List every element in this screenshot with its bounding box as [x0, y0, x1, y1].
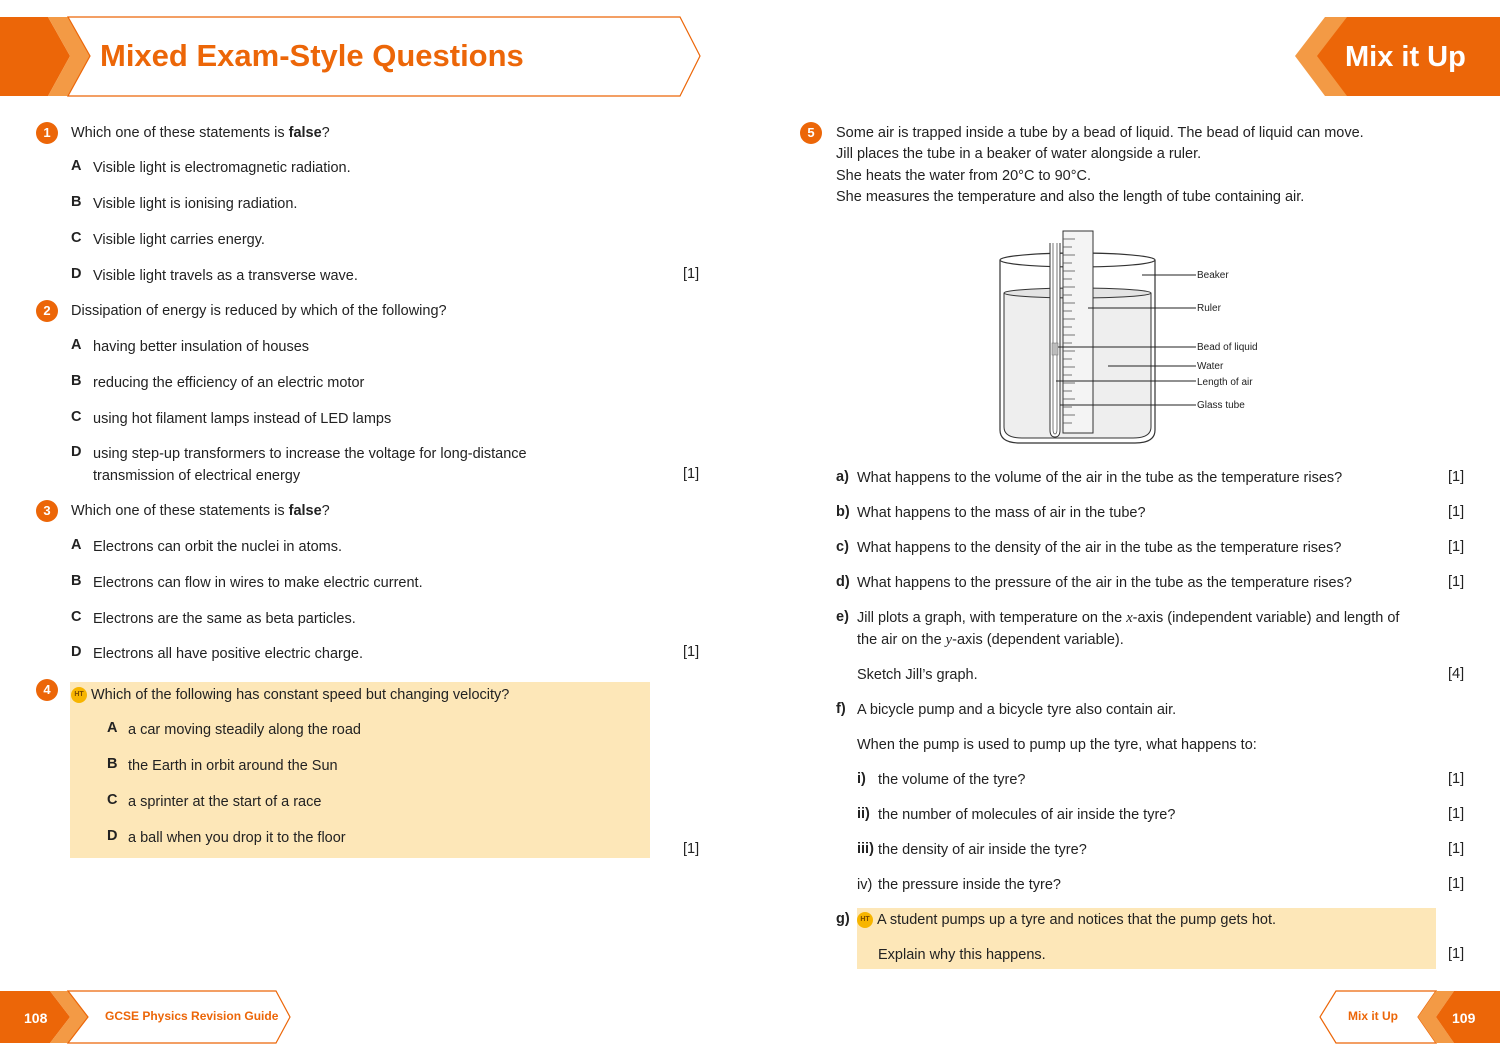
marks-label: [1] [683, 466, 700, 482]
option-text: Visible light is ionising radiation. [93, 196, 298, 212]
part-f-text: A bicycle pump and a bicycle tyre also contain air. [857, 702, 1177, 718]
option-letter: B [71, 373, 82, 389]
part-label: g) [836, 911, 850, 927]
glass-tube [1050, 243, 1060, 437]
diagram-label-beaker: Beaker [1197, 270, 1229, 281]
option-letter: A [107, 720, 118, 736]
marks-label: [1] [1448, 876, 1465, 892]
option-text: a car moving steadily along the road [128, 722, 361, 738]
option-letter: D [107, 828, 118, 844]
marks-label: [1] [1448, 806, 1465, 822]
part-e-line-2: the air on the y-axis (dependent variable). [857, 632, 1124, 648]
marks-label: [1] [1448, 771, 1465, 787]
diagram-label-length-of-air: Length of air [1197, 377, 1253, 388]
option-text: Electrons can flow in wires to make electric current. [93, 575, 423, 591]
marks-label: [4] [1448, 666, 1465, 682]
option-letter: A [71, 158, 82, 174]
option-letter: B [71, 194, 82, 210]
marks-label: [1] [1448, 841, 1465, 857]
footer-book-title: GCSE Physics Revision Guide [105, 1009, 279, 1023]
ruler [1063, 231, 1093, 433]
option-letter: D [71, 444, 82, 460]
marks-label: [1] [1448, 469, 1465, 485]
part-text: What happens to the mass of air in the tube? [857, 505, 1146, 521]
part-e-sketch: Sketch Jill’s graph. [857, 667, 978, 683]
part-label: c) [836, 539, 849, 555]
question-number-2: 2 [36, 300, 58, 322]
diagram-label-bead: Bead of liquid [1197, 342, 1258, 353]
option-letter: D [71, 266, 82, 282]
option-text: Electrons all have positive electric charge. [93, 646, 363, 662]
part-f-prompt: When the pump is used to pump up the tyre, what happens to: [857, 737, 1257, 753]
page-title: Mixed Exam-Style Questions [100, 38, 524, 73]
part-g-text: A student pumps up a tyre and notices that the pump gets hot. [877, 912, 1277, 928]
part-label: a) [836, 469, 849, 485]
subpart-text: the pressure inside the tyre? [878, 877, 1061, 893]
option-text: the Earth in orbit around the Sun [128, 758, 338, 774]
option-text: Visible light carries energy. [93, 232, 265, 248]
marks-label: [1] [1448, 574, 1465, 590]
option-letter: B [71, 573, 82, 589]
option-text: a sprinter at the start of a race [128, 794, 322, 810]
option-letter: C [71, 609, 82, 625]
section-title: Mix it Up [1345, 41, 1466, 73]
footer-section-title: Mix it Up [1348, 1009, 1398, 1023]
higher-tier-icon: HT [857, 912, 873, 928]
option-text: a ball when you drop it to the floor [128, 830, 346, 846]
option-letter: C [71, 230, 82, 246]
option-text: using step-up transformers to increase the voltage for long-distance [93, 446, 527, 462]
question-5-intro-line: Jill places the tube in a beaker of water alongside a ruler. [836, 146, 1202, 162]
bead-of-liquid [1052, 343, 1058, 355]
question-3-stem: Which one of these statements is false? [71, 503, 330, 519]
question-4-stem: Which of the following has constant speed but changing velocity? [91, 687, 510, 703]
option-letter: D [71, 644, 82, 660]
page-number-left: 108 [24, 1010, 48, 1026]
subpart-label: iv) [857, 877, 873, 893]
option-text: using hot filament lamps instead of LED lamps [93, 411, 392, 427]
option-letter: A [71, 337, 82, 353]
question-number-3: 3 [36, 500, 58, 522]
option-text-continued: transmission of electrical energy [93, 468, 301, 484]
subpart-label: i) [857, 771, 866, 787]
part-label: b) [836, 504, 850, 520]
diagram-label-water: Water [1197, 361, 1224, 372]
option-letter: C [107, 792, 118, 808]
question-number-1: 1 [36, 122, 58, 144]
option-text: Visible light is electromagnetic radiation. [93, 160, 351, 176]
option-letter: C [71, 409, 82, 425]
marks-label: [1] [1448, 539, 1465, 555]
part-g-text-2: Explain why this happens. [878, 947, 1046, 963]
marks-label: [1] [683, 266, 700, 282]
part-text: What happens to the pressure of the air in the tube as the temperature rises? [857, 575, 1352, 591]
part-label: d) [836, 574, 850, 590]
question-number-4: 4 [36, 679, 58, 701]
higher-tier-icon: HT [71, 687, 87, 703]
question-5-intro-line: She measures the temperature and also the length of tube containing air. [836, 189, 1305, 205]
page-number-right: 109 [1452, 1010, 1476, 1026]
apparatus-diagram [990, 225, 1290, 450]
subpart-text: the number of molecules of air inside the tyre? [878, 807, 1176, 823]
marks-label: [1] [683, 841, 700, 857]
question-5-intro-line: She heats the water from 20°C to 90°C. [836, 168, 1092, 184]
subpart-label: ii) [857, 806, 870, 822]
subpart-label: iii) [857, 841, 874, 857]
question-2-stem: Dissipation of energy is reduced by which of the following? [71, 303, 447, 319]
subpart-text: the density of air inside the tyre? [878, 842, 1087, 858]
marks-label: [1] [683, 644, 700, 660]
marks-label: [1] [1448, 504, 1465, 520]
part-e-line-1: Jill plots a graph, with temperature on the x-axis (independent variable) and length of [857, 610, 1400, 626]
option-text: Electrons are the same as beta particles. [93, 611, 356, 627]
part-text: What happens to the density of the air in the tube as the temperature rises? [857, 540, 1342, 556]
option-letter: A [71, 537, 82, 553]
question-number-5: 5 [800, 122, 822, 144]
option-letter: B [107, 756, 118, 772]
option-text: Electrons can orbit the nuclei in atoms. [93, 539, 343, 555]
option-text: reducing the efficiency of an electric motor [93, 375, 365, 391]
part-text: What happens to the volume of the air in the tube as the temperature rises? [857, 470, 1343, 486]
question-5-intro-line: Some air is trapped inside a tube by a bead of liquid. The bead of liquid can move. [836, 125, 1364, 141]
question-1-stem: Which one of these statements is false? [71, 125, 330, 141]
subpart-text: the volume of the tyre? [878, 772, 1026, 788]
option-text: having better insulation of houses [93, 339, 310, 355]
marks-label: [1] [1448, 946, 1465, 962]
diagram-label-ruler: Ruler [1197, 303, 1221, 314]
option-text: Visible light travels as a transverse wave. [93, 268, 358, 284]
part-label: e) [836, 609, 849, 625]
part-label: f) [836, 701, 846, 717]
diagram-label-glass-tube: Glass tube [1197, 400, 1245, 411]
